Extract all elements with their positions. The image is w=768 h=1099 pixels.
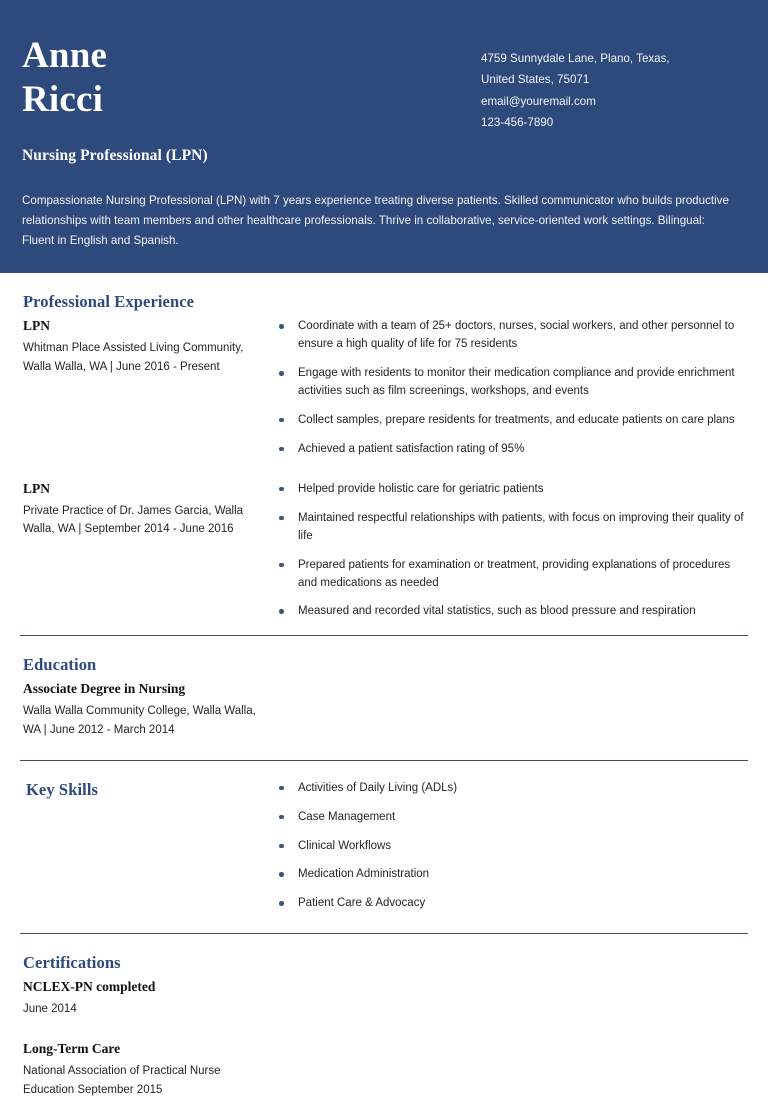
- bullet-dot-icon: [279, 516, 284, 521]
- section-experience: [20, 273, 748, 621]
- professional-title: Nursing Professional (LPN): [22, 147, 208, 165]
- section-education: [20, 635, 748, 745]
- contact-address-line-2: United States, 75071: [481, 73, 590, 87]
- contact-block: [481, 48, 716, 134]
- bullet-dot-icon: [279, 324, 284, 329]
- section-title-certifications: Certifications: [23, 953, 121, 973]
- experience-role: LPN: [23, 318, 50, 334]
- list-item: [275, 809, 748, 827]
- name-block: [22, 34, 208, 165]
- bullet-dot-icon: [279, 609, 284, 614]
- section-title-skills: Key Skills: [26, 779, 99, 799]
- bullet-dot-icon: [279, 371, 284, 376]
- experience-bullet-list: [275, 318, 748, 459]
- bullet-dot-icon: [279, 563, 284, 568]
- bullet-dot-icon: [279, 815, 284, 820]
- education-body: [20, 681, 748, 739]
- list-item: [275, 603, 748, 621]
- section-skills: [20, 760, 748, 920]
- professional-summary: Compassionate Nursing Professional (LPN) with 7 years experience treating diverse patients. Skilled communicator who builds productive relationships with team members and other healthcare professionals. Thrive in collaborative, service-oriented work settings. Bilingual: Fluent in English and Spanish.: [22, 194, 729, 248]
- header-top-row: [22, 34, 746, 165]
- bullet-text: Prepared patients for examination or treatment, providing explanations of procedures and medications as needed: [298, 558, 731, 589]
- bullet-text: Coordinate with a team of 25+ doctors, nurses, social workers, and other personnel to ensure a high quality of life for 75 residents: [298, 320, 735, 351]
- list-item: [275, 838, 748, 856]
- section-title-experience: Professional Experience: [23, 292, 195, 312]
- bullet-dot-icon: [279, 901, 284, 906]
- education-degree: Associate Degree in Nursing: [23, 681, 186, 697]
- skill-text: Patient Care & Advocacy: [298, 897, 426, 910]
- list-item: [275, 895, 748, 913]
- experience-entry-left: [20, 318, 260, 376]
- experience-entry-right: [260, 318, 748, 459]
- first-name: Anne: [22, 35, 108, 76]
- resume-content: [0, 273, 768, 1099]
- experience-meta: Private Practice of Dr. James Garcia, Walla Walla, WA | September 2014 - June 2016: [23, 504, 244, 536]
- certification-entry: [23, 1041, 260, 1099]
- list-item: [275, 510, 748, 546]
- certification-meta: June 2014: [23, 1003, 77, 1016]
- education-spacer: [20, 740, 748, 746]
- skills-body: [20, 771, 748, 914]
- bullet-text: Helped provide holistic care for geriatric patients: [298, 482, 544, 495]
- last-name: Ricci: [22, 78, 104, 120]
- skills-right: [260, 771, 748, 914]
- contact-email[interactable]: email@youremail.com: [481, 94, 596, 108]
- skill-text: Clinical Workflows: [298, 839, 392, 852]
- bullet-dot-icon: [279, 487, 284, 492]
- skill-text: Case Management: [298, 810, 396, 823]
- skills-left: [20, 771, 260, 806]
- skill-text: Activities of Daily Living (ADLs): [298, 781, 458, 794]
- experience-entry-right: [260, 481, 748, 622]
- experience-entry: [20, 318, 748, 459]
- skills-spacer: [20, 913, 748, 919]
- bullet-dot-icon: [279, 844, 284, 849]
- bullet-text: Measured and recorded vital statistics, such as blood pressure and respiration: [298, 605, 696, 618]
- bullet-dot-icon: [279, 418, 284, 423]
- section-certifications: [20, 933, 748, 1099]
- bullet-text: Maintained respectful relationships with patients, with focus on improving their quality of life: [298, 511, 744, 542]
- bullet-dot-icon: [279, 872, 284, 877]
- skills-list: [275, 780, 748, 914]
- experience-entry: [20, 481, 748, 622]
- skill-text: Medication Administration: [298, 868, 430, 881]
- certification-name: Long-Term Care: [23, 1040, 121, 1056]
- experience-meta: Whitman Place Assisted Living Community, Walla Walla, WA | June 2016 - Present: [23, 342, 244, 373]
- contact-phone[interactable]: 123-456-7890: [481, 116, 554, 130]
- list-item: [275, 866, 748, 884]
- list-item: [275, 318, 748, 354]
- experience-entry-left: [20, 481, 260, 539]
- bullet-text: Engage with residents to monitor their medication compliance and provide enrichment activities such as film screenings, workshops, and events: [298, 367, 735, 397]
- list-item: [275, 780, 748, 798]
- list-item: [275, 365, 748, 401]
- education-meta: Walla Walla Community College, Walla Walla, WA | June 2012 - March 2014: [23, 705, 256, 736]
- certifications-body: [20, 979, 748, 1099]
- certifications-left: [20, 979, 260, 1099]
- list-item: [275, 481, 748, 499]
- list-item: [275, 441, 748, 459]
- bullet-text: Achieved a patient satisfaction rating of 95%: [298, 442, 525, 455]
- bullet-text: Collect samples, prepare residents for treatments, and educate patients on care plans: [298, 413, 735, 426]
- bullet-dot-icon: [279, 447, 284, 452]
- education-entry: [20, 681, 260, 739]
- section-title-education: Education: [23, 655, 97, 675]
- resume-header: [0, 0, 768, 273]
- certification-meta: National Association of Practical Nurse Education September 2015: [23, 1064, 221, 1096]
- contact-address-line-1: 4759 Sunnydale Lane, Plano, Texas,: [481, 52, 670, 65]
- list-item: [275, 412, 748, 430]
- list-item: [275, 557, 748, 593]
- experience-bullet-list: [275, 481, 748, 622]
- bullet-dot-icon: [279, 786, 284, 791]
- certification-entry: [23, 979, 260, 1019]
- experience-role: LPN: [23, 480, 50, 496]
- certification-name: NCLEX-PN completed: [23, 979, 156, 995]
